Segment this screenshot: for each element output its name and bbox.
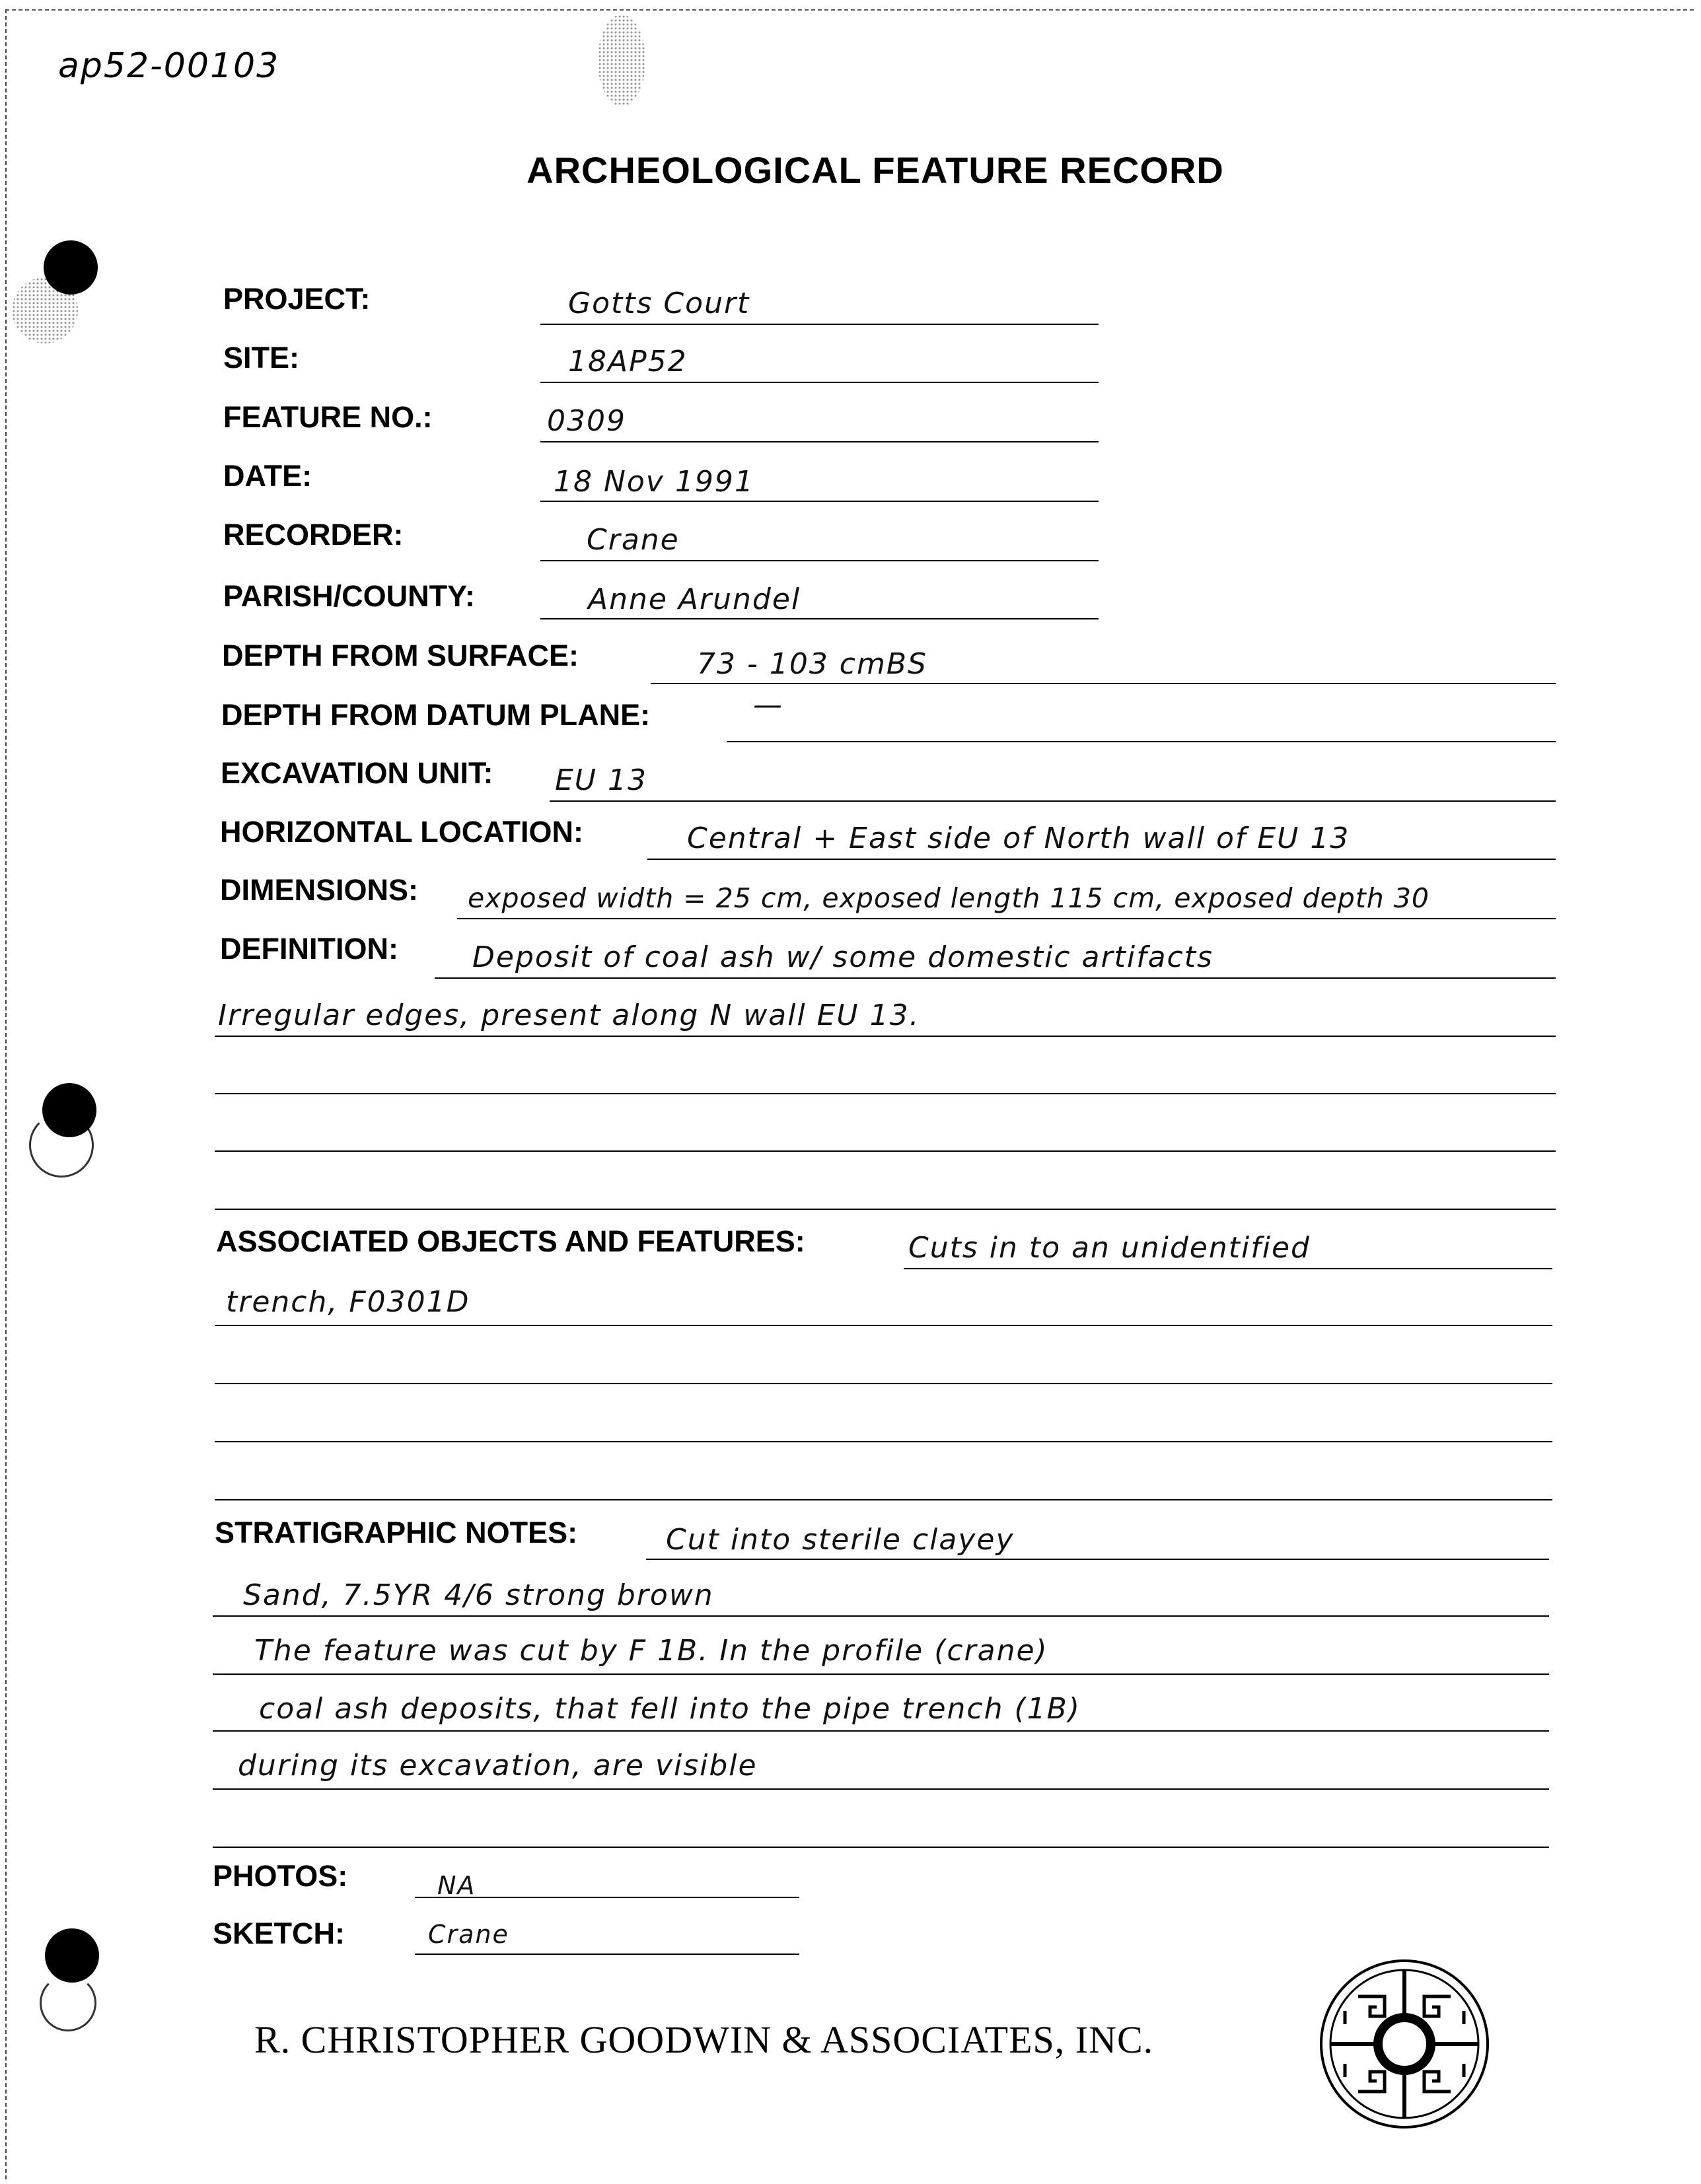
company-logo-icon bbox=[1319, 1958, 1490, 2130]
stratigraphic-line bbox=[646, 1559, 1549, 1560]
stratigraphic-line bbox=[213, 1615, 1549, 1617]
stratigraphic-line-5: during its excavation, are visible bbox=[238, 1749, 758, 1782]
blank-line bbox=[215, 1499, 1552, 1500]
punch-hole-top bbox=[44, 240, 98, 295]
blank-line bbox=[215, 1150, 1556, 1152]
parish-county-line bbox=[540, 618, 1099, 619]
punch-hole-bottom bbox=[45, 1928, 99, 1983]
depth-datum-label: DEPTH FROM DATUM PLANE: bbox=[221, 698, 651, 732]
date-value: 18 Nov 1991 bbox=[554, 465, 754, 499]
definition-label: DEFINITION: bbox=[220, 932, 398, 966]
associated-line bbox=[215, 1325, 1552, 1326]
scan-speckle bbox=[598, 15, 645, 107]
feature-no-value: 0309 bbox=[547, 404, 626, 438]
document-code: ap52-00103 bbox=[58, 46, 280, 86]
site-label: SITE: bbox=[223, 341, 300, 374]
blank-line bbox=[213, 1847, 1549, 1848]
page-border bbox=[5, 9, 1694, 2179]
parish-county-label: PARISH/COUNTY: bbox=[223, 579, 475, 613]
definition-line bbox=[215, 1036, 1556, 1037]
site-value: 18AP52 bbox=[568, 345, 688, 378]
feature-no-label: FEATURE NO.: bbox=[223, 400, 433, 434]
project-value: Gotts Court bbox=[568, 287, 750, 320]
excavation-unit-value: EU 13 bbox=[555, 763, 647, 797]
recorder-label: RECORDER: bbox=[223, 518, 404, 551]
recorder-value: Crane bbox=[587, 523, 680, 557]
photos-value: NA bbox=[437, 1871, 476, 1900]
stratigraphic-line bbox=[213, 1730, 1549, 1732]
dimensions-value: exposed width = 25 cm, exposed length 115 cm, exposed depth 30 bbox=[468, 882, 1430, 914]
date-line bbox=[540, 501, 1099, 502]
punch-hole-middle bbox=[42, 1083, 96, 1137]
blank-line bbox=[215, 1383, 1552, 1384]
photos-label: PHOTOS: bbox=[213, 1859, 348, 1893]
recorder-line bbox=[540, 560, 1099, 561]
stratigraphic-line-1: Cut into sterile clayey bbox=[666, 1523, 1015, 1557]
company-name: R. CHRISTOPHER GOODWIN & ASSOCIATES, INC. bbox=[254, 2018, 1154, 2061]
blank-line bbox=[215, 1093, 1556, 1094]
dimensions-line bbox=[457, 918, 1556, 919]
stratigraphic-line-4: coal ash deposits, that fell into the pipe trench (1B) bbox=[259, 1692, 1081, 1726]
stratigraphic-line bbox=[213, 1673, 1549, 1675]
definition-line bbox=[435, 977, 1556, 979]
horizontal-location-label: HORIZONTAL LOCATION: bbox=[220, 815, 583, 849]
depth-surface-value: 73 - 103 cmBS bbox=[697, 647, 927, 681]
horizontal-location-line bbox=[647, 859, 1556, 860]
definition-line-1: Deposit of coal ash w/ some domestic artifacts bbox=[472, 940, 1213, 974]
site-line bbox=[540, 382, 1099, 383]
depth-datum-value: — bbox=[753, 688, 783, 722]
excavation-unit-label: EXCAVATION UNIT: bbox=[221, 756, 493, 790]
date-label: DATE: bbox=[223, 459, 312, 493]
punch-hole-ring bbox=[40, 1975, 96, 2031]
depth-surface-line bbox=[651, 683, 1556, 684]
associated-label: ASSOCIATED OBJECTS AND FEATURES: bbox=[216, 1224, 805, 1258]
project-line bbox=[540, 324, 1099, 325]
stratigraphic-line-2: Sand, 7.5YR 4/6 strong brown bbox=[243, 1578, 714, 1612]
page-title: ARCHEOLOGICAL FEATURE RECORD bbox=[526, 149, 1224, 191]
parish-county-value: Anne Arundel bbox=[588, 582, 801, 616]
excavation-unit-line bbox=[550, 800, 1556, 802]
depth-datum-line bbox=[727, 741, 1556, 742]
blank-line bbox=[215, 1209, 1556, 1210]
stratigraphic-line bbox=[213, 1788, 1549, 1790]
project-label: PROJECT: bbox=[223, 282, 371, 316]
sketch-line bbox=[415, 1954, 799, 1955]
definition-line-2: Irregular edges, present along N wall EU 13. bbox=[218, 999, 920, 1032]
stratigraphic-label: STRATIGRAPHIC NOTES: bbox=[215, 1516, 578, 1549]
sketch-value: Crane bbox=[428, 1920, 509, 1949]
associated-line-1: Cuts in to an unidentified bbox=[908, 1231, 1311, 1265]
feature-no-line bbox=[540, 441, 1099, 442]
sketch-label: SKETCH: bbox=[213, 1917, 345, 1950]
stratigraphic-line-3: The feature was cut by F 1B. In the profile (crane) bbox=[254, 1634, 1048, 1668]
depth-surface-label: DEPTH FROM SURFACE: bbox=[222, 639, 579, 672]
dimensions-label: DIMENSIONS: bbox=[220, 873, 419, 907]
associated-line bbox=[904, 1268, 1552, 1269]
blank-line bbox=[215, 1441, 1552, 1442]
associated-line-2: trench, F0301D bbox=[226, 1285, 470, 1319]
horizontal-location-value: Central + East side of North wall of EU 13 bbox=[687, 822, 1350, 855]
